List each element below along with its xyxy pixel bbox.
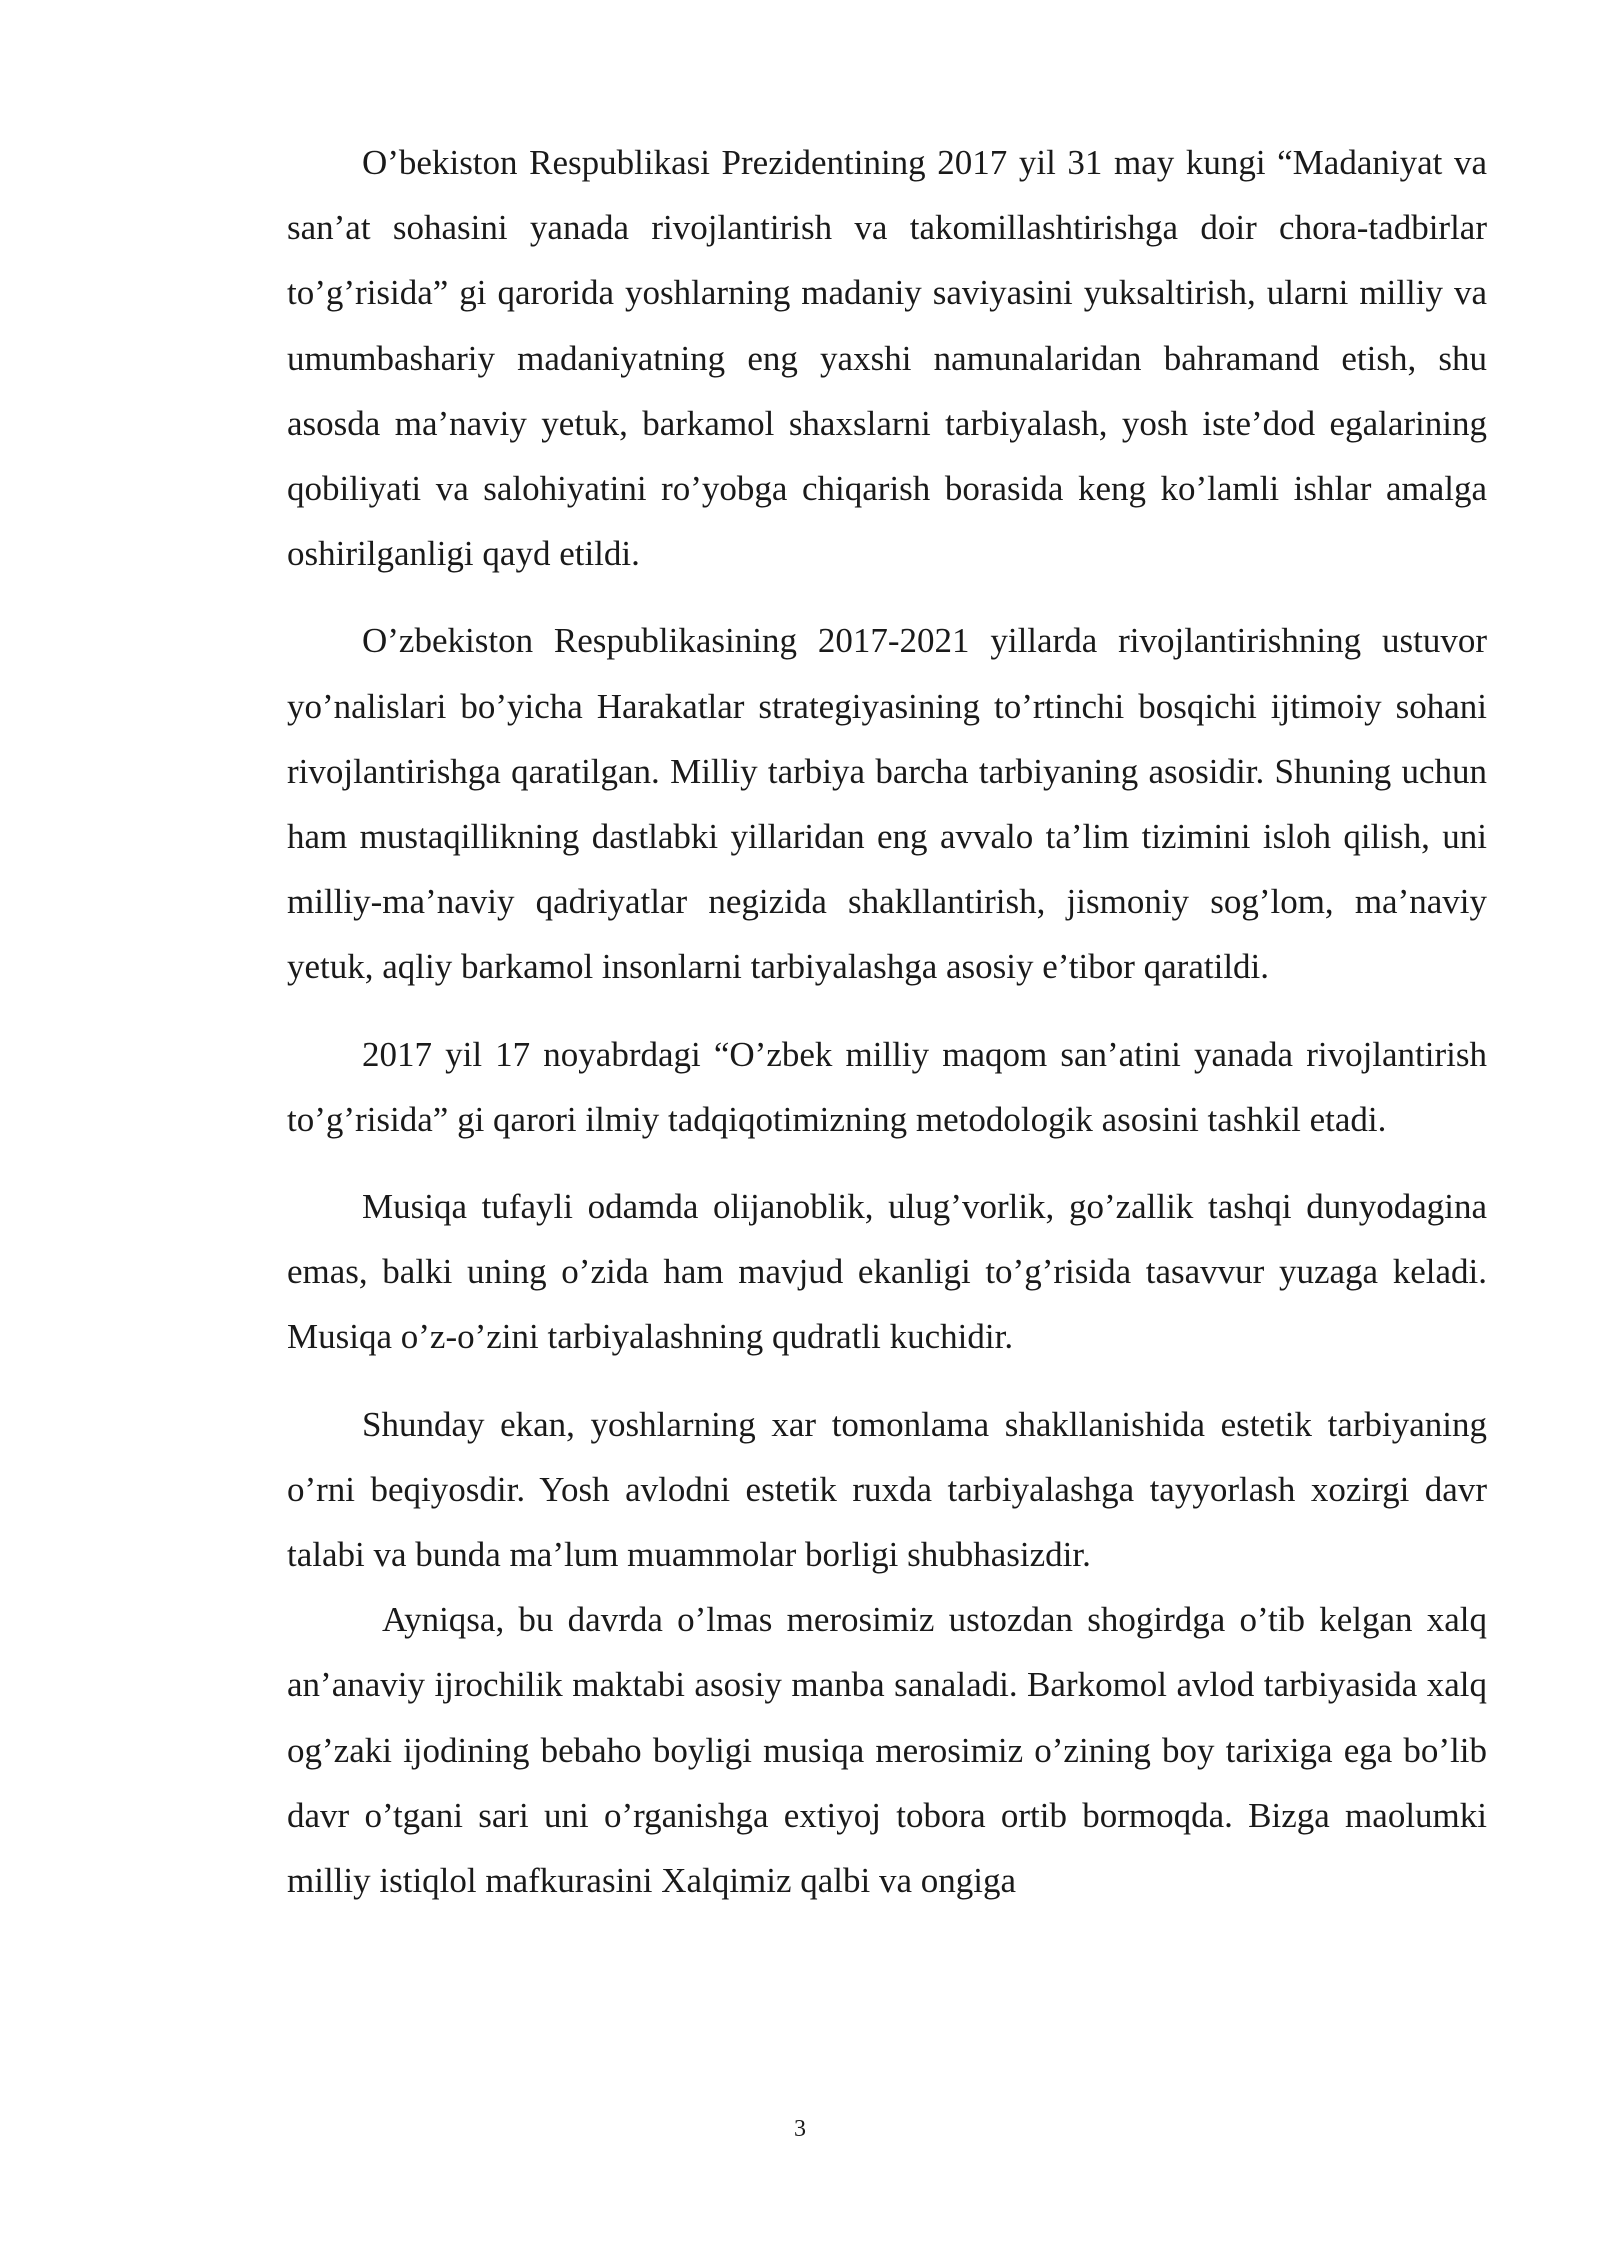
paragraph-6: Ayniqsa, bu davrda o’lmas merosimiz ustozdan shogirdga o’tib kelgan xalq an’anaviy ijrochilik maktabi asosiy manba sanaladi. Barkomol avlod tarbiyasida xalq og’zaki ijodining bebaho boyligi musiqa merosimiz o’zining boy tarixiga ega bo’lib davr o’tgani sari uni o’rganishga extiyoj tobora ortib bormoqda. Bizga maolumki milliy istiqlol mafkurasini Xalqimiz qalbi va ongiga (287, 1600, 1487, 1901)
page-number: 3 (794, 2116, 806, 2142)
paragraph-3: 2017 yil 17 noyabrdagi “O’zbek milliy maqom san’atini yanada rivojlantirish to’g’risida” gi qarori ilmiy tadqiqotimizning metodologik asosini tashkil etadi. (287, 1034, 1487, 1139)
paragraph-spacing (287, 1370, 1487, 1392)
paragraph-spacing (287, 1000, 1487, 1022)
paragraph-1: O’bekiston Respublikasi Prezidentining 2017 yil 31 may kungi “Madaniyat va san’at sohasini yanada rivojlantirish va takomillashtirishga doir chora-tadbirlar to’g’risida” gi qarorida yoshlarning madaniy saviyasini yuksaltirish, ularni milliy va umumbashariy madaniyatning eng yaxshi namunalaridan bahramand etish, shu asosda ma’naviy yetuk, barkamol shaxslarni tarbiyalash, yosh iste’dod egalarining qobiliyati va salohiyatini ro’yobga chiqarish borasida keng ko’lamli ishlar amalga oshirilganligi qayd etildi. (287, 143, 1487, 574)
paragraph-5: Shunday ekan, yoshlarning xar tomonlama shakllanishida estetik tarbiyaning o’rni beqiyosdir. Yosh avlodni estetik ruxda tarbiyalashga tayyorlash xozirgi davr talabi va bunda ma’lum muammolar borligi shubhasizdir. (287, 1404, 1487, 1575)
paragraph-2: O’zbekiston Respublikasining 2017-2021 yillarda rivojlantirishning ustuvor yo’nalislari bo’yicha Harakatlar strategiyasining to’rtinchi bosqichi ijtimoiy sohani rivojlantirishga qaratilgan. Milliy tarbiya barcha tarbiyaning asosidir. Shuning uchun ham mustaqillikning dastlabki yillaridan eng avvalo ta’lim tizimini isloh qilish, uni milliy-ma’naviy qadriyatlar negizida shakllantirish, jismoniy sog’lom, ma’naviy yetuk, aqliy barkamol insonlarni tarbiyalashga asosiy e’tibor qaratildi. (287, 621, 1487, 987)
document-body (287, 130, 1487, 1913)
paragraph-spacing (287, 1152, 1487, 1174)
paragraph-4: Musiqa tufayli odamda olijanoblik, ulug’vorlik, go’zallik tashqi dunyodagina emas, balki uning o’zida ham mavjud ekanligi to’g’risida tasavvur yuzaga keladi. Musiqa o’z-o’zini tarbiyalashning qudratli kuchidir. (287, 1187, 1487, 1357)
paragraph-spacing (287, 586, 1487, 608)
